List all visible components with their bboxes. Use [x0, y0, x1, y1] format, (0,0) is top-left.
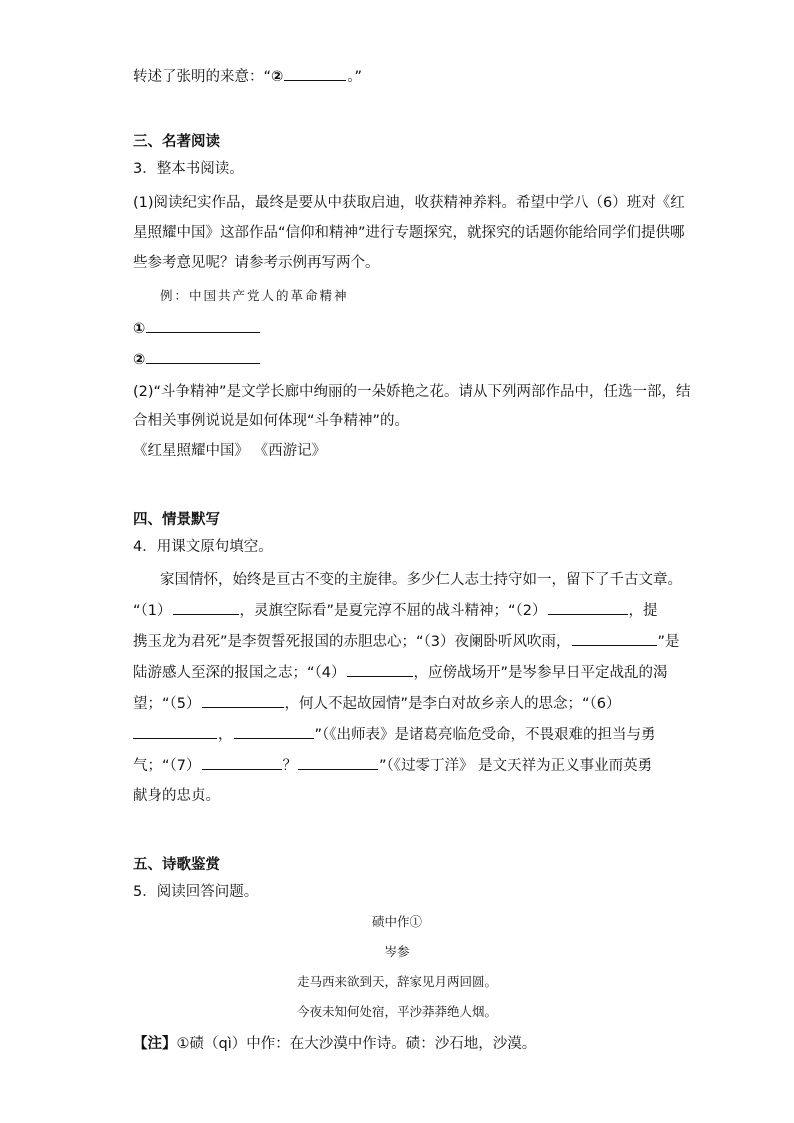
- line-text: ？: [282, 758, 297, 774]
- paragraph-line: 些参考意见呢？请参考示例再写两个。: [133, 255, 380, 271]
- line-text: ”（《过零丁洋》 是文天祥为正义事业而英勇: [379, 758, 653, 774]
- note-text: ①碛（qì）中作：在大沙漠中作诗。碛：沙石地，沙漠。: [176, 1036, 537, 1052]
- line-text: ，灵旗空际看”是夏完淳不屈的战斗精神；“（2）: [239, 603, 547, 619]
- poem-note: [133, 1034, 536, 1054]
- poem-author: 岑参: [384, 944, 410, 959]
- answer-blank[interactable]: [133, 724, 217, 739]
- answer-blank[interactable]: [202, 755, 282, 770]
- answer-blank[interactable]: [234, 724, 314, 739]
- paragraph-line: 献身的忠贞。: [133, 788, 220, 804]
- answer-line-1: [133, 318, 261, 339]
- question-4-title: 4．用课文原句填空。: [133, 539, 273, 555]
- poem-title: 碛中作①: [371, 914, 422, 929]
- circled-number-1: ①: [133, 321, 146, 337]
- answer-blank[interactable]: [572, 631, 657, 646]
- text-line-1: [133, 66, 362, 87]
- line-text: “（1）: [133, 603, 172, 619]
- fill-line: [133, 724, 656, 745]
- line-text: ，何人不起故园情”是李白对故乡亲人的思念；“（6）: [284, 696, 621, 712]
- circled-number-2: ②: [133, 352, 146, 368]
- answer-blank[interactable]: [146, 349, 260, 364]
- poem-line: 走马西来欲到天，辞家见月两回圆。: [296, 974, 497, 989]
- example-line: 例：中国共产党人的革命精神: [160, 288, 349, 303]
- answer-blank[interactable]: [284, 66, 346, 81]
- section-heading-5: 五、诗歌鉴赏: [133, 857, 220, 873]
- paragraph-line: (2)“斗争精神”是文学长廊中绚丽的一朵娇艳之花。请从下列两部作品中，任选一部，结: [133, 384, 691, 400]
- paragraph-line: (1)阅读纪实作品，最终是要从中获取启迪，收获精神养料。希望中学八（6）班对《红: [133, 195, 685, 211]
- line-text: ，: [218, 727, 233, 743]
- circled-number-2: ②: [271, 69, 284, 85]
- answer-blank[interactable]: [173, 600, 239, 615]
- line-text: 气；“（7）: [133, 758, 201, 774]
- answer-blank[interactable]: [298, 755, 378, 770]
- line-text: 转述了张明的来意：“: [133, 69, 272, 85]
- paragraph-line: 星照耀中国》这部作品“信仰和精神”进行专题探究，就探究的话题你能给同学们提供哪: [133, 225, 685, 241]
- line-text: ”是: [657, 634, 680, 650]
- line-text: 陆游感人至深的报国之志；“（4）: [133, 665, 346, 681]
- book-titles: 《红星照耀中国》 《西游记》: [133, 443, 327, 459]
- paragraph-line: 合相关事例说说是如何体现“斗争精神”的。: [133, 413, 410, 429]
- fill-line: [133, 600, 658, 621]
- paragraph-line: 家国情怀，始终是亘古不变的主旋律。多少仁人志士持守如一，留下了千古文章。: [160, 572, 682, 588]
- question-3-title: 3．整本书阅读。: [133, 161, 244, 177]
- line-text: ，提: [628, 603, 658, 619]
- section-heading-4: 四、情景默写: [133, 512, 220, 528]
- line-text: 携玉龙为君死”是李贺誓死报国的赤胆忠心；“（3）夜阑卧听风吹雨，: [133, 634, 571, 650]
- fill-line: [133, 631, 680, 652]
- answer-blank[interactable]: [548, 600, 628, 615]
- question-5-title: 5．阅读回答问题。: [133, 884, 259, 900]
- fill-line: [133, 693, 621, 714]
- answer-blank[interactable]: [202, 693, 284, 708]
- fill-line: [133, 755, 652, 776]
- line-text: 望；“（5）: [133, 696, 201, 712]
- fill-line: [133, 662, 668, 683]
- line-text: ，应傍战场开”是岑参早日平定战乱的渴: [413, 665, 668, 681]
- poem-line: 今夜未知何处宿，平沙莽莽绝人烟。: [296, 1004, 497, 1019]
- section-heading-3: 三、名著阅读: [133, 134, 220, 150]
- line-text: 。”: [347, 69, 363, 85]
- answer-blank[interactable]: [146, 318, 260, 333]
- line-text: ”（《出师表》是诸葛亮临危受命，不畏艰难的担当与勇: [314, 727, 656, 743]
- answer-line-2: [133, 349, 261, 370]
- answer-blank[interactable]: [347, 662, 413, 677]
- note-tag: 【注】: [133, 1036, 177, 1052]
